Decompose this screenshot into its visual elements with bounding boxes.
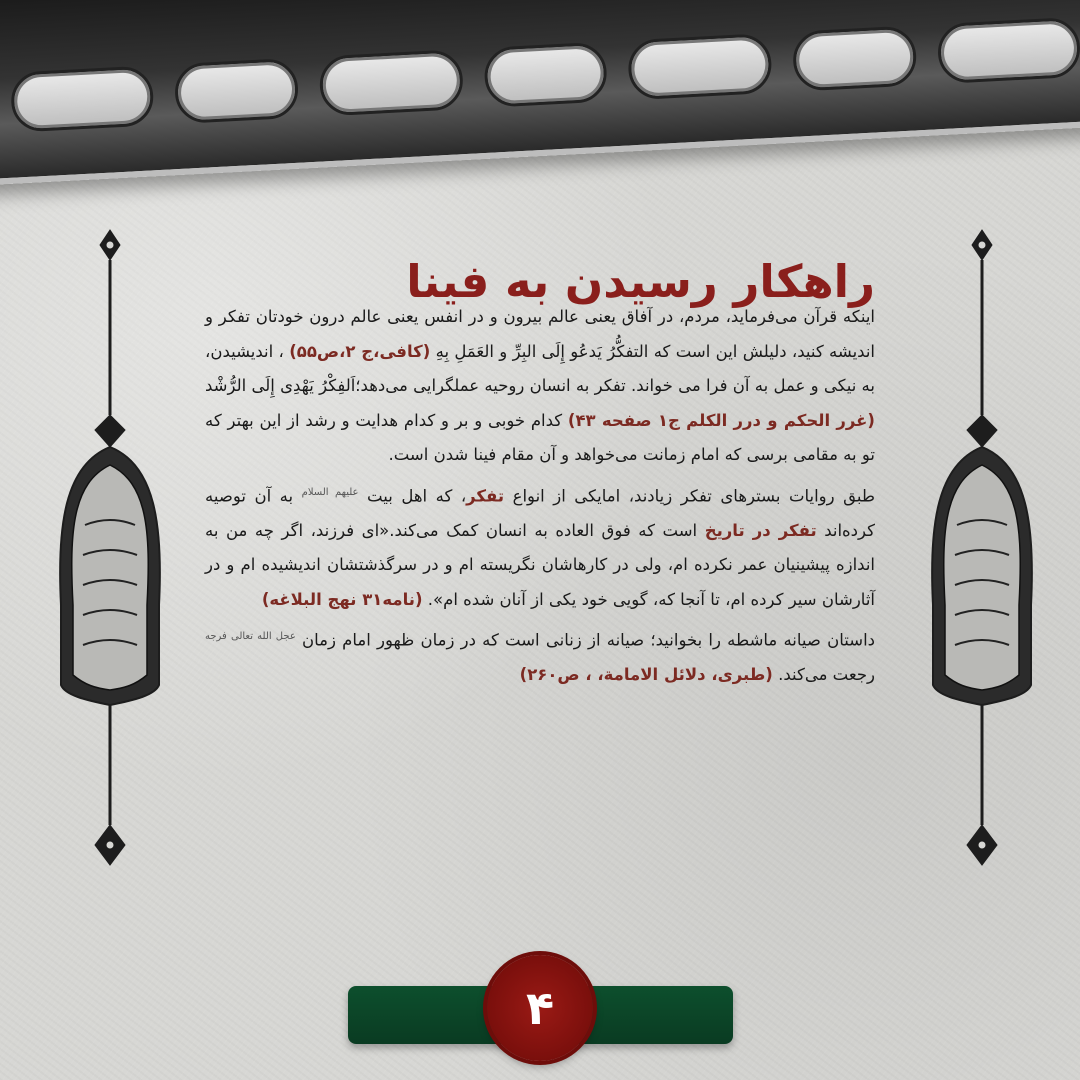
paragraph-text: کدام خوبی و بر و کدام هدایت و رشد از این بهتر که تو به مقامی برسی که امام زمانت می‌خواهد و آن مقام فینا شدن است. (205, 410, 875, 464)
page-number-badge: ۴ (487, 955, 593, 1061)
article-body (205, 300, 875, 950)
calligraphy-cartouche (10, 65, 155, 132)
calligraphy-cartouche (483, 42, 609, 108)
paragraph-text: رجعت می‌کند. (778, 665, 875, 684)
honorific-glyph: عجل الله تعالی فرجه (205, 631, 296, 642)
paragraph-text: اینکه قرآن می‌فرماید، مردم، در آفاق یعنی عالم بیرون و در انفس یعنی عالم درون خودتان تفکر و اندیشه کنید، دلیلش این است که التفکُّرُ یَدعُو إِلَی البِرِّ و العَمَلِ بِهِ (205, 307, 876, 361)
highlight-term: تفکر (466, 486, 505, 505)
paragraph-text: به آن توصیه کرده‌اند (205, 486, 875, 540)
calligraphy-cartouche (627, 33, 772, 100)
citation: (کافی،ج ۲،ص۵۵) (289, 341, 431, 361)
calligraphy-cartouche (936, 17, 1080, 84)
calligraphy-cartouche (174, 58, 300, 124)
honorific-glyph: علیهم السلام (301, 486, 359, 498)
paragraph-text: ، که اهل بیت (367, 486, 467, 505)
citation: (نامه۳۱ نهج البلاغه) (261, 589, 423, 609)
paragraph-text: داستان صیانه ماشطه را بخوانید؛ صیانه از زنانی است که در زمان ظهور امام زمان (302, 630, 875, 650)
left-ornament-icon (55, 225, 165, 885)
paragraph-text: طبق روایات بسترهای تفکر زیادند، امایکی از انواع (512, 486, 875, 505)
paragraph-text: است که فوق العاده به انسان کمک می‌کند.«ای فرزند، اگر چه من به اندازه پیشینیان عمر نکرده ام، ولی در کارهاشان نگریسته ام و در سرگذشتشان اندیشیده ام و در آثارشان سیر کرده ام، تا آنجا که، گویی خود یکی از آنان شده ام». (205, 520, 875, 609)
paragraph-1 (205, 300, 875, 473)
page-title: راهکار رسیدن به فینا (406, 255, 875, 309)
right-ornament-icon (927, 225, 1037, 885)
calligraphy-cartouche (791, 25, 917, 91)
citation: (طبری، دلائل الامامة، ، ص۲۶۰) (519, 665, 773, 684)
paragraph-text: ، اندیشیدن، به نیکی و عمل به آن فرا می خواند. تفکر به انسان روحیه عملگرایی می‌دهد؛اَلفِکْرُ یَهْدِی إِلَی الرُّشْد (205, 341, 875, 395)
calligraphy-cartouche (319, 49, 464, 116)
paragraph-3 (205, 620, 875, 693)
citation: (غرر الحکم و درر الکلم ج۱ صفحه ۴۳) (567, 410, 875, 430)
highlight-term: تفکر در تاریخ (704, 520, 817, 540)
paragraph-2 (205, 476, 875, 618)
